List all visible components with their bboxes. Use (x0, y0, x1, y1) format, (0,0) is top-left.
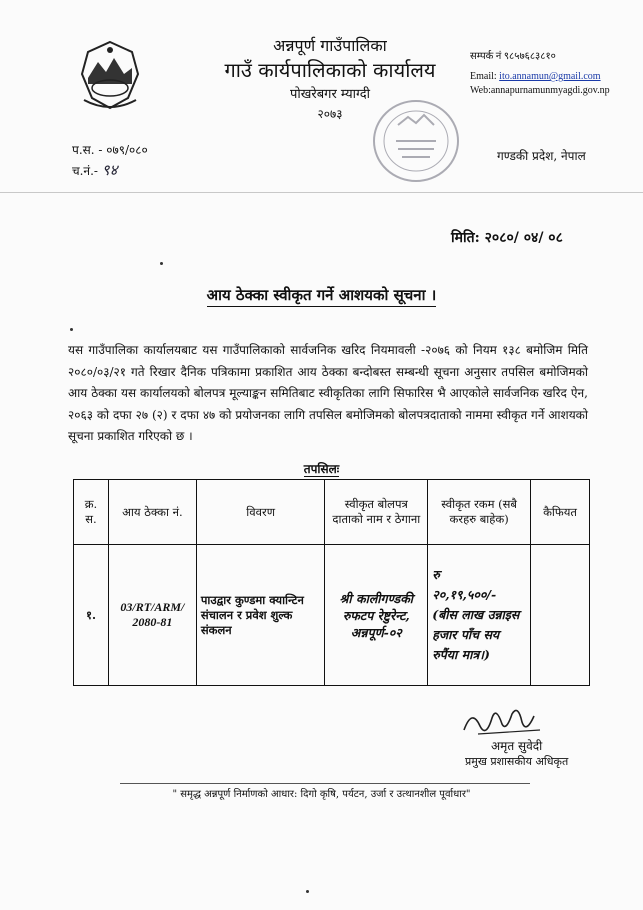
speck (70, 328, 73, 331)
dispatch-number: ९४ (101, 161, 118, 179)
header-contractor: स्वीकृत बोलपत्र दाताको नाम र ठेगाना (325, 480, 428, 545)
amount-words: (बीस लाख उन्नाइस हजार पाँच सय रुपैंया मात्र।) (432, 607, 520, 662)
cell-contractor: श्री कालीगण्डकी रुफटप रेष्टुरेन्ट, अन्नपूर्ण-०२ (325, 545, 428, 686)
dispatch-line (72, 160, 148, 181)
signatory-position: प्रमुख प्रशासकीय अधिकृत (465, 755, 569, 768)
nepal-emblem-icon (72, 38, 148, 114)
contact-website[interactable]: Web:annapurnamunmyagdi.gov.np (470, 85, 610, 96)
cell-description: पाउद्वार कुण्डमा क्यान्टिन संचालन र प्रवेश शुल्क संकलन (196, 545, 325, 686)
table-caption: तपसिलः (303, 462, 340, 476)
table-caption-wrap (0, 460, 643, 477)
amount-symbol: रु (432, 567, 440, 582)
municipality-name: अन्नपूर्ण गाउँपालिका (273, 36, 387, 55)
header-divider (0, 192, 643, 193)
speck (306, 890, 309, 893)
office-address: पोखरेबगर म्याग्दी (290, 87, 370, 102)
header-contract-no: आय ठेक्का नं. (108, 480, 196, 545)
cell-sn: १. (74, 545, 109, 686)
fiscal-year: प.स. - ०७९/०८० (72, 143, 148, 157)
header-description: विवरण (196, 480, 325, 545)
signature-icon (458, 700, 548, 740)
dispatch-label: च.नं.- (72, 164, 102, 178)
table-header-row (74, 480, 590, 545)
footer-slogan: " समृद्ध अन्नपूर्ण निर्माणको आधार: दिगो कृषि, पर्यटन, उर्जा र उत्थानशील पूर्वाधार" (172, 789, 471, 800)
reference-block (72, 140, 148, 181)
cell-remarks (531, 545, 590, 686)
signatory-name: अमृत सुवेदी (491, 739, 543, 753)
office-seal-stamp-icon (370, 95, 462, 187)
table-row (74, 545, 590, 686)
established-year: २०७३ (317, 107, 343, 121)
cell-amount (428, 545, 531, 686)
notice-body: यस गाउँपालिका कार्यालयबाट यस गाउँपालिकाको सार्वजनिक खरिद नियमावली -२०७६ को नियम १३८ बमोजिम मिति २०८०/०३/२१ गते रिखार दैनिक पत्रिकामा प्रकाशित आय ठेक्का बन्दोबस्त सम्बन्धी सूचना अनुसार तपसिल बमोजिमको आय ठेक्का यस कार्यालयको बोलपत्र मूल्याङ्कन समितिबाट स्वीकृतिका लागि सिफारिस भै आएकोले सार्वजनिक खरिद ऐन, २०६३ को दफा २७ (२) र दफा ४७ को प्रयोजनका लागि तपसिल बमोजिमको बोलपत्रदाताको नाममा स्वीकृत गर्ने आशयको सूचना प्रकाशित गरिएको छ । (68, 343, 588, 443)
email-link[interactable]: ito.annamun@gmail.com (499, 71, 601, 82)
notice-title-wrap (0, 285, 643, 305)
email-label: Email: (470, 71, 500, 82)
header-amount: स्वीकृत रकम (सबै करहरु बाहेक) (428, 480, 531, 545)
signatory-block (465, 738, 568, 770)
contact-phone: सम्पर्क नं ९८५७६८३८१० (470, 51, 556, 62)
province-name: गण्डकी प्रदेश, नेपाल (497, 149, 586, 163)
letter-date: मिति: २०८०/ ०४/ ०८ (451, 230, 563, 246)
notice-title: आय ठेक्का स्वीकृत गर्ने आशयको सूचना । (207, 286, 437, 307)
office-name: गाउँ कार्यपालिकाको कार्यालय (224, 58, 436, 82)
contact-email-line (470, 70, 610, 84)
footer-divider (120, 783, 530, 784)
details-table (73, 479, 590, 686)
speck (160, 262, 163, 265)
cell-contract-no: 03/RT/ARM/ 2080-81 (108, 545, 196, 686)
header-remarks: कैफियत (531, 480, 590, 545)
header-sn: क्र. स. (74, 480, 109, 545)
amount-value: २०,१९,५००/- (432, 587, 497, 602)
contact-info (470, 50, 610, 98)
